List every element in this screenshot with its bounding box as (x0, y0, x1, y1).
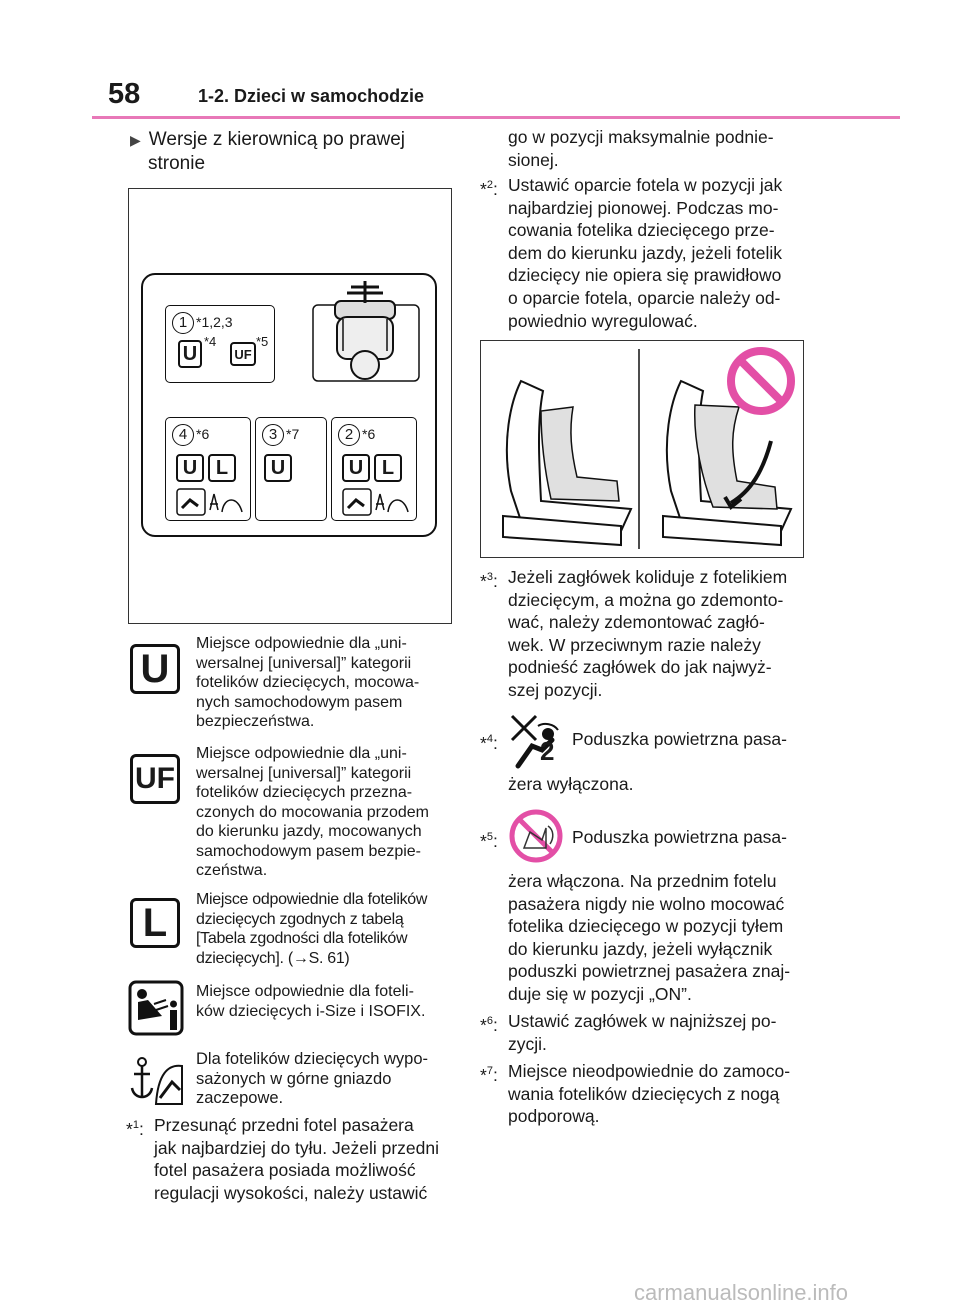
legend-universal-forward-text: Miejsce odpowiednie dla „uni- wersalnej [universal]” kategorii fotelików dziecięcych przezna- czonych do mocowania przodem do kierunku jazdy, mocowanych samochodowym pasem bezpie- czeństwa. (196, 745, 430, 879)
isofix-i-size-icon (128, 980, 184, 1036)
footnote-3-label: *$^3$: (480, 570, 498, 591)
legend-anchor-text: Dla fotelików dziecięcych wypo- sażonych w górne gniazdo zaczepowe. (196, 1050, 429, 1107)
top-tether-anchor-icon (128, 1054, 186, 1110)
arrow-icon: ▶ (130, 132, 141, 148)
airbag-on-prohibited-icon (508, 808, 564, 864)
seat-3-number: 3 (262, 424, 284, 446)
universal-forward-icon: UF (230, 342, 256, 366)
isofix-and-anchor-icons (342, 488, 412, 516)
legend-universal-text: Miejsce odpowiednie dla „uni- wersalnej [universal]” kategorii fotelików dziecięcych, mocowa- nych samochodowym pasem bezpieczeństwa. (196, 635, 420, 730)
subheading-line2: stronie (148, 153, 206, 174)
seat-1-label (172, 312, 233, 334)
footnote-5-label: *$^5$: (480, 830, 498, 851)
seat-4-mark: *6 (196, 426, 210, 442)
seat-1-u-mark: *4 (204, 334, 217, 349)
subheading-line1: Wersje z kierownicą po prawej (148, 129, 406, 150)
seat-4 (165, 417, 251, 521)
l-category-icon: L (130, 898, 180, 948)
seat-2-label (338, 424, 375, 446)
page-number: 58 (108, 78, 141, 110)
seat-2 (331, 417, 417, 521)
footnote-4-label: *$^4$: (480, 732, 498, 753)
airbag-off-icon-number: 2 (540, 736, 555, 766)
seat-1-uf-mark: *5 (256, 334, 269, 349)
footnote-1-label: *$^1$: (126, 1118, 144, 1139)
universal-forward-icon: UF (130, 754, 180, 804)
seatback-drawing (481, 341, 803, 557)
universal-icon: U (342, 454, 370, 482)
footnote-6-text: Ustawić zagłówek w najniższej po- zycji. (508, 1011, 777, 1054)
universal-icon: U (264, 454, 292, 482)
seat-3-label (262, 424, 299, 446)
universal-icon: U (176, 454, 204, 482)
footnote-7-text: Miejsce nieodpowiednie do zamoco- wania fotelików dziecięcych z nogą podporową. (508, 1061, 791, 1127)
seat-3-mark: *7 (286, 426, 300, 442)
seat-3 (255, 417, 327, 521)
header-rule (92, 116, 900, 119)
footnote-2-label: *$^2$: (480, 178, 498, 199)
seat-diagram (128, 188, 452, 624)
footnote-2-text: Ustawić oparcie fotela w pozycji jak najbardziej pionowej. Podczas mo- cowania fotelika dziecięcego prze- dem do kierunku jazdy, jeżeli fotelik dziecięcy nie opiera się prawidłowo o oparcie fotela, oparcie należy od- powiednio wyregulować. (508, 175, 783, 331)
legend-isofix-text: Miejsce odpowiednie dla foteli- ków dziecięcych i-Size i ISOFIX. (196, 983, 426, 1020)
footnote-5-text-a: Poduszka powietrzna pasa- (572, 827, 787, 847)
universal-icon: U (130, 644, 180, 694)
footnote-5-text: żera włączona. Na przednim fotelu pasażera nigdy nie wolno mocować fotelika dziecięcego w pozycji tyłem do kierunku jazdy, jeżeli wyłącznik poduszki powietrznej pasażera znaj- duje się w pozycji „ON”. (508, 871, 791, 1004)
legend-l-category-text: Miejsce odpowiednie dla fotelików dziecięcych zgodnych z tabelą [Tabela zgodności dla fotelików dziecięcych]. (→S. 61) (196, 891, 428, 967)
isofix-and-anchor-icons (176, 488, 246, 516)
seat-2-number: 2 (338, 424, 360, 446)
seat-4-label (172, 424, 209, 446)
seat-1 (165, 305, 275, 383)
seat-1-number: 1 (172, 312, 194, 334)
footnote-4-text-a: Poduszka powietrzna pasa- (572, 729, 787, 749)
seat-1-mark: *1,2,3 (196, 314, 233, 330)
l-category-icon: L (374, 454, 402, 482)
driver-seat-icon (307, 279, 425, 385)
l-category-icon: L (208, 454, 236, 482)
seat-4-number: 4 (172, 424, 194, 446)
footnote-3-text: Jeżeli zagłówek koliduje z fotelikiem dziecięcym, a można go zdemonto- wać, należy zdemontować zagłó- wek. W przeciwnym razie należy podnieść zagłówek do jak najwyż- szej pozycji. (508, 567, 788, 700)
footnote-1-continued: go w pozycji maksymalnie podnie- sionej. (508, 127, 774, 170)
footnote-4-text-b: żera wyłączona. (508, 774, 634, 794)
airbag-off-icon (508, 710, 566, 774)
seat-2-mark: *6 (362, 426, 376, 442)
footnote-6-label: *$^6$: (480, 1014, 498, 1035)
subheading (130, 128, 405, 175)
watermark: carmanualsonline.info (634, 1280, 849, 1305)
vehicle-outline (141, 273, 437, 537)
universal-icon: U (178, 340, 202, 368)
footnote-7-label: *$^7$: (480, 1064, 498, 1085)
footnote-1-text: Przesunąć przedni fotel pasażera jak najbardziej do tyłu. Jeżeli przedni fotel pasażera posiada możliwość regulacji wysokości, należy ustawić (154, 1115, 440, 1203)
seatback-illustration (480, 340, 804, 558)
section-title: 1-2. Dzieci w samochodzie (198, 86, 425, 106)
